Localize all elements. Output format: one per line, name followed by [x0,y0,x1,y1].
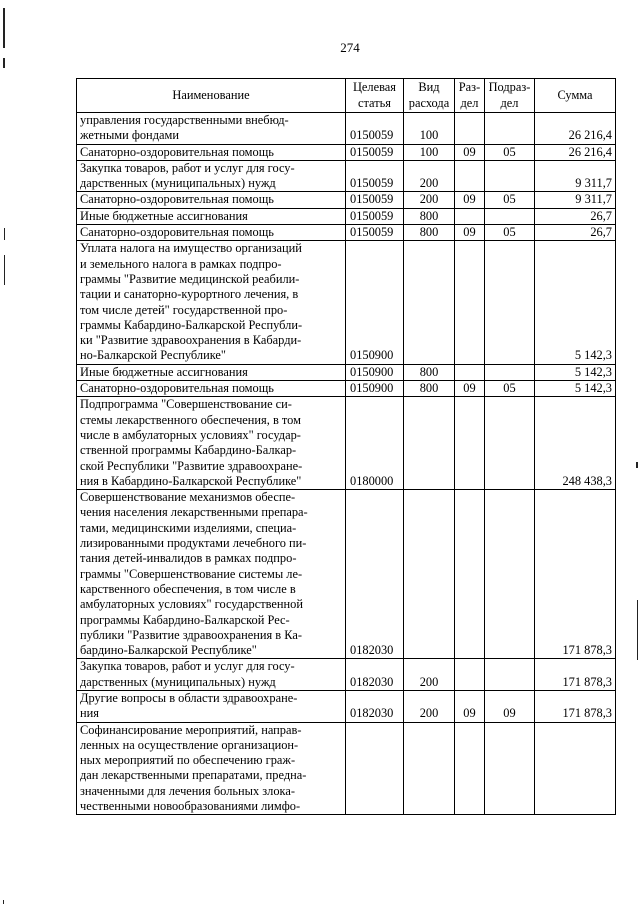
name-line: дарственных (муниципальных) нужд [80,674,276,689]
name-line: Санаторно-оздоровительная помощь [80,144,274,159]
cell-subsection [485,490,535,659]
name-line: и земельного налога в рамках подпро- [80,256,282,271]
table-row [77,659,616,691]
name-line: чения населения лекарственными препара- [80,505,308,520]
name-line: ных мероприятий по обеспечению граж- [80,753,296,768]
cell-name [77,659,346,691]
cell-section [455,490,485,659]
name-line: дарственных (муниципальных) нужд [80,176,276,191]
cell-sum: 26 216,4 [535,113,616,145]
name-line: граммы "Совершенствование системы ле- [80,566,303,581]
table-row [77,192,616,208]
name-line: лизированными продуктами лечебного пи- [80,536,307,551]
cell-target-article: 0150900 [346,381,404,397]
table-row [77,397,616,490]
scan-edge-mark [636,462,638,468]
table-row [77,113,616,145]
name-line: чественными новообразованиями лимфо- [80,799,301,814]
name-line: тации и санаторно-курортного лечения, в [80,287,299,302]
cell-section [455,241,485,364]
cell-sum: 248 438,3 [535,397,616,490]
name-line: ния в Кабардино-Балкарской Республике" [80,473,302,488]
cell-sum: 26,7 [535,208,616,224]
name-line: ской Республики "Развитие здравоохране- [80,458,303,473]
cell-section: 09 [455,690,485,722]
cell-target-article [346,722,404,815]
name-line: ленных на осуществление организацион- [80,737,299,752]
cell-target-article: 0150900 [346,241,404,364]
cell-sum [535,722,616,815]
cell-name [77,225,346,241]
name-line: Уплата налога на имущество организаций [80,241,302,256]
cell-sum: 5 142,3 [535,381,616,397]
cell-expense-type: 200 [404,192,455,208]
table-row [77,690,616,722]
name-line: программы Кабардино-Балкарской Рес- [80,612,290,627]
cell-sum: 26 216,4 [535,144,616,160]
name-line: Закупка товаров, работ и услуг для госу- [80,659,295,674]
table-row [77,144,616,160]
cell-expense-type: 200 [404,160,455,192]
cell-expense-type [404,241,455,364]
cell-name [77,690,346,722]
cell-name [77,192,346,208]
name-line: карственного обеспечения, в том числе в [80,581,296,596]
name-line: Закупка товаров, работ и услуг для госу- [80,160,295,175]
cell-name [77,490,346,659]
name-line: Санаторно-оздоровительная помощь [80,225,274,240]
cell-subsection: 05 [485,381,535,397]
table-row [77,241,616,364]
cell-target-article: 0150059 [346,192,404,208]
name-line: тами, медицинскими изделиями, специа- [80,520,297,535]
name-line: ния [80,706,99,721]
cell-section [455,208,485,224]
cell-expense-type: 800 [404,225,455,241]
cell-subsection [485,208,535,224]
cell-section: 09 [455,381,485,397]
scan-edge-mark [4,255,5,285]
name-line: Иные бюджетные ассигнования [80,208,248,223]
table-header-row [77,79,616,113]
cell-expense-type [404,490,455,659]
name-line: граммы Кабардино-Балкарской Республи- [80,317,303,332]
table-body [77,113,616,815]
header-subsection: Подраз- дел [485,79,535,113]
cell-target-article: 0150059 [346,160,404,192]
cell-section [455,722,485,815]
cell-subsection [485,364,535,380]
cell-target-article: 0150059 [346,113,404,145]
name-line: управления государственными внебюд- [80,113,289,127]
table-row [77,490,616,659]
header-sum: Сумма [535,79,616,113]
cell-subsection [485,397,535,490]
name-line: ки "Развитие здравоохранения в Кабарди- [80,333,302,348]
name-line: ственной программы Кабардино-Балкар- [80,443,297,458]
cell-sum: 9 311,7 [535,160,616,192]
header-section: Раз- дел [455,79,485,113]
table-row [77,160,616,192]
cell-subsection: 05 [485,225,535,241]
cell-name [77,722,346,815]
cell-name [77,113,346,145]
cell-expense-type [404,397,455,490]
cell-target-article: 0150059 [346,144,404,160]
name-line: Совершенствование механизмов обеспе- [80,490,296,505]
cell-expense-type: 800 [404,364,455,380]
cell-subsection [485,113,535,145]
name-line: тания детей-инвалидов в рамках подпро- [80,551,297,566]
scan-edge-mark [4,228,5,240]
cell-subsection: 05 [485,144,535,160]
cell-subsection: 09 [485,690,535,722]
name-line: Подпрограмма "Совершенствование си- [80,397,292,412]
page-number: 274 [340,40,360,55]
cell-name [77,160,346,192]
cell-expense-type [404,722,455,815]
table-row [77,364,616,380]
budget-table [76,78,616,815]
cell-section [455,113,485,145]
cell-name [77,208,346,224]
cell-target-article: 0182030 [346,690,404,722]
cell-section: 09 [455,225,485,241]
cell-section [455,397,485,490]
cell-sum: 5 142,3 [535,364,616,380]
name-line: граммы "Развитие медицинской реабили- [80,271,300,286]
table-row [77,208,616,224]
cell-expense-type: 800 [404,381,455,397]
name-line: бардино-Балкарской Республике" [80,643,257,658]
name-line: стемы лекарственного обеспечения, в том [80,412,301,427]
name-line: публики "Развитие здравоохранения в Ка- [80,627,302,642]
cell-section [455,160,485,192]
cell-sum: 171 878,3 [535,659,616,691]
table-row [77,381,616,397]
header-name: Наименование [77,79,346,113]
cell-target-article: 0182030 [346,490,404,659]
name-line: Другие вопросы в области здравоохране- [80,690,298,705]
name-line: амбулаторных условиях" государственной [80,597,303,612]
cell-expense-type: 200 [404,690,455,722]
cell-name [77,397,346,490]
cell-expense-type: 100 [404,113,455,145]
cell-section [455,659,485,691]
name-line: числе в амбулаторных условиях" государ- [80,427,301,442]
cell-name [77,381,346,397]
name-line: жетными фондами [80,128,179,143]
cell-expense-type: 200 [404,659,455,691]
cell-sum: 171 878,3 [535,690,616,722]
name-line: значенными для лечения больных злока- [80,783,296,798]
name-line: том числе детей" государственной про- [80,302,288,317]
name-line: но-Балкарской Республике" [80,348,226,363]
cell-name [77,144,346,160]
cell-sum: 5 142,3 [535,241,616,364]
cell-subsection [485,241,535,364]
cell-subsection [485,722,535,815]
cell-section: 09 [455,192,485,208]
cell-target-article: 0180000 [346,397,404,490]
cell-target-article: 0150900 [346,364,404,380]
scan-edge-mark [3,900,4,904]
cell-subsection: 05 [485,192,535,208]
cell-sum: 26,7 [535,225,616,241]
table-row [77,722,616,815]
scan-edge-mark [3,58,5,68]
scan-edge-mark [637,600,638,660]
cell-name [77,241,346,364]
name-line: Иные бюджетные ассигнования [80,364,248,379]
cell-name [77,364,346,380]
header-expense-type: Вид расхода [404,79,455,113]
header-target-article: Целевая статья [346,79,404,113]
table-row [77,225,616,241]
cell-section [455,364,485,380]
cell-section: 09 [455,144,485,160]
cell-target-article: 0150059 [346,225,404,241]
cell-expense-type: 800 [404,208,455,224]
name-line: Софинансирование мероприятий, направ- [80,722,302,737]
name-line: дан лекарственными препаратами, предна- [80,768,307,783]
name-line: Санаторно-оздоровительная помощь [80,381,274,396]
cell-target-article: 0150059 [346,208,404,224]
cell-expense-type: 100 [404,144,455,160]
cell-target-article: 0182030 [346,659,404,691]
cell-sum: 9 311,7 [535,192,616,208]
cell-sum: 171 878,3 [535,490,616,659]
cell-subsection [485,659,535,691]
cell-subsection [485,160,535,192]
name-line: Санаторно-оздоровительная помощь [80,192,274,207]
